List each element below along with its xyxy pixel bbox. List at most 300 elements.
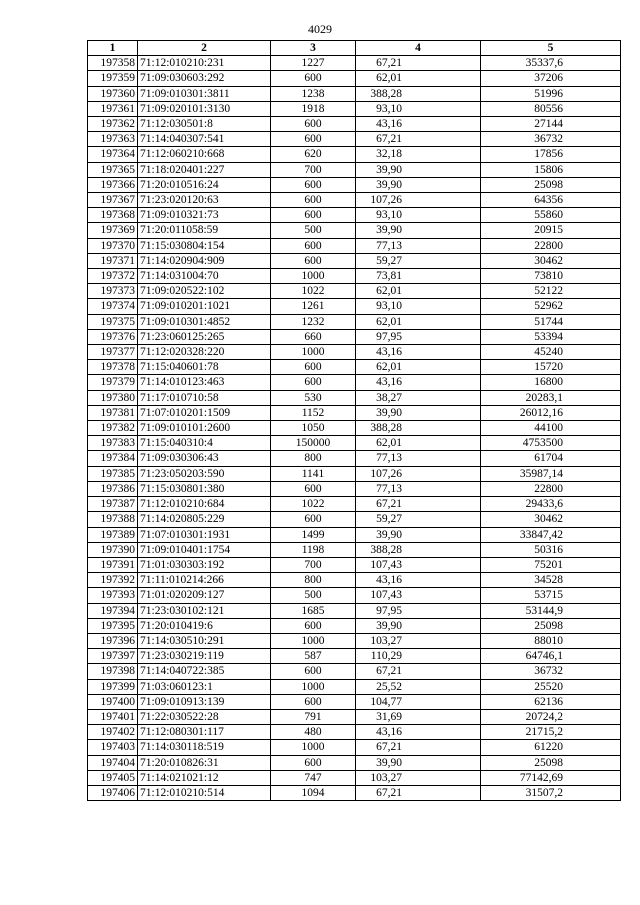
rate-value-cell: 97,95: [356, 603, 481, 618]
cadastral-number-cell: 71:23:020120:63: [138, 193, 271, 208]
cadastral-number-cell: 71:20:010516:24: [138, 177, 271, 192]
rate-value-cell: 39,90: [356, 618, 481, 633]
total-value-cell: 44100: [481, 421, 621, 436]
rate-value-cell: 388,28: [356, 421, 481, 436]
area-value-cell: 1685: [271, 603, 356, 618]
total-value-cell: 36732: [481, 664, 621, 679]
land-plots-table: [87, 40, 621, 801]
total-value-cell: 27144: [481, 117, 621, 132]
area-value-cell: 600: [271, 512, 356, 527]
row-number-cell: 197369: [88, 223, 138, 238]
rate-value-cell: 62,01: [356, 314, 481, 329]
cadastral-number-cell: 71:20:011058:59: [138, 223, 271, 238]
row-number-cell: 197387: [88, 497, 138, 512]
table-row: [88, 223, 621, 238]
area-value-cell: 800: [271, 451, 356, 466]
table-row: [88, 177, 621, 192]
area-value-cell: 600: [271, 177, 356, 192]
row-number-cell: 197390: [88, 542, 138, 557]
total-value-cell: 34528: [481, 573, 621, 588]
rate-value-cell: 25,52: [356, 679, 481, 694]
cadastral-number-cell: 71:23:030102:121: [138, 603, 271, 618]
row-number-cell: 197372: [88, 269, 138, 284]
total-value-cell: 64746,1: [481, 649, 621, 664]
cadastral-number-cell: 71:03:060123:1: [138, 679, 271, 694]
cadastral-number-cell: 71:18:020401:227: [138, 162, 271, 177]
total-value-cell: 80556: [481, 101, 621, 116]
table-row: [88, 117, 621, 132]
rate-value-cell: 67,21: [356, 132, 481, 147]
total-value-cell: 51744: [481, 314, 621, 329]
row-number-cell: 197403: [88, 740, 138, 755]
rate-value-cell: 43,16: [356, 375, 481, 390]
rate-value-cell: 77,13: [356, 451, 481, 466]
area-value-cell: 700: [271, 162, 356, 177]
rate-value-cell: 39,90: [356, 162, 481, 177]
area-value-cell: 150000: [271, 436, 356, 451]
total-value-cell: 64356: [481, 193, 621, 208]
rate-value-cell: 107,43: [356, 588, 481, 603]
table-row: [88, 101, 621, 116]
cadastral-number-cell: 71:09:020101:3130: [138, 101, 271, 116]
total-value-cell: 20915: [481, 223, 621, 238]
table-row: [88, 542, 621, 557]
rate-value-cell: 93,10: [356, 208, 481, 223]
total-value-cell: 15806: [481, 162, 621, 177]
area-value-cell: 500: [271, 588, 356, 603]
area-value-cell: 1232: [271, 314, 356, 329]
row-number-cell: 197362: [88, 117, 138, 132]
area-value-cell: 1000: [271, 345, 356, 360]
area-value-cell: 791: [271, 709, 356, 724]
cadastral-number-cell: 71:14:040307:541: [138, 132, 271, 147]
row-number-cell: 197402: [88, 725, 138, 740]
column-header-3: 3: [271, 41, 356, 56]
column-header-2: 2: [138, 41, 271, 56]
area-value-cell: 600: [271, 375, 356, 390]
table-row: [88, 770, 621, 785]
rate-value-cell: 39,90: [356, 223, 481, 238]
row-number-cell: 197391: [88, 557, 138, 572]
table-row: [88, 527, 621, 542]
table-header-row: [88, 41, 621, 56]
cadastral-number-cell: 71:09:010301:4852: [138, 314, 271, 329]
area-value-cell: 600: [271, 664, 356, 679]
area-value-cell: 1000: [271, 269, 356, 284]
area-value-cell: 1261: [271, 299, 356, 314]
row-number-cell: 197360: [88, 86, 138, 101]
column-header-4: 4: [356, 41, 481, 56]
cadastral-number-cell: 71:09:010913:139: [138, 694, 271, 709]
row-number-cell: 197363: [88, 132, 138, 147]
total-value-cell: 25098: [481, 618, 621, 633]
table-row: [88, 405, 621, 420]
row-number-cell: 197392: [88, 573, 138, 588]
total-value-cell: 52122: [481, 284, 621, 299]
area-value-cell: 600: [271, 481, 356, 496]
table-row: [88, 694, 621, 709]
total-value-cell: 62136: [481, 694, 621, 709]
rate-value-cell: 77,13: [356, 238, 481, 253]
rate-value-cell: 67,21: [356, 785, 481, 800]
row-number-cell: 197388: [88, 512, 138, 527]
total-value-cell: 22800: [481, 481, 621, 496]
total-value-cell: 77142,69: [481, 770, 621, 785]
table-row: [88, 512, 621, 527]
area-value-cell: 1000: [271, 633, 356, 648]
rate-value-cell: 43,16: [356, 725, 481, 740]
area-value-cell: 1918: [271, 101, 356, 116]
cadastral-number-cell: 71:14:021021:12: [138, 770, 271, 785]
row-number-cell: 197400: [88, 694, 138, 709]
table-row: [88, 649, 621, 664]
rate-value-cell: 67,21: [356, 664, 481, 679]
row-number-cell: 197397: [88, 649, 138, 664]
area-value-cell: 1227: [271, 56, 356, 71]
cadastral-number-cell: 71:20:010826:31: [138, 755, 271, 770]
rate-value-cell: 59,27: [356, 253, 481, 268]
cadastral-number-cell: 71:09:010401:1754: [138, 542, 271, 557]
rate-value-cell: 59,27: [356, 512, 481, 527]
cadastral-number-cell: 71:09:010321:73: [138, 208, 271, 223]
table-row: [88, 436, 621, 451]
column-header-5: 5: [481, 41, 621, 56]
rate-value-cell: 97,95: [356, 329, 481, 344]
rate-value-cell: 62,01: [356, 360, 481, 375]
row-number-cell: 197396: [88, 633, 138, 648]
table-row: [88, 497, 621, 512]
row-number-cell: 197385: [88, 466, 138, 481]
row-number-cell: 197389: [88, 527, 138, 542]
table-row: [88, 345, 621, 360]
cadastral-number-cell: 71:09:030306:43: [138, 451, 271, 466]
cadastral-number-cell: 71:12:010210:514: [138, 785, 271, 800]
rate-value-cell: 39,90: [356, 177, 481, 192]
rate-value-cell: 73,81: [356, 269, 481, 284]
rate-value-cell: 104,77: [356, 694, 481, 709]
total-value-cell: 29433,6: [481, 497, 621, 512]
table-row: [88, 557, 621, 572]
cadastral-number-cell: 71:01:020209:127: [138, 588, 271, 603]
total-value-cell: 20283,1: [481, 390, 621, 405]
area-value-cell: 700: [271, 557, 356, 572]
total-value-cell: 26012,16: [481, 405, 621, 420]
area-value-cell: 1050: [271, 421, 356, 436]
row-number-cell: 197370: [88, 238, 138, 253]
area-value-cell: 600: [271, 618, 356, 633]
total-value-cell: 20724,2: [481, 709, 621, 724]
cadastral-number-cell: 71:01:030303:192: [138, 557, 271, 572]
row-number-cell: 197394: [88, 603, 138, 618]
total-value-cell: 36732: [481, 132, 621, 147]
total-value-cell: 31507,2: [481, 785, 621, 800]
rate-value-cell: 62,01: [356, 284, 481, 299]
total-value-cell: 50316: [481, 542, 621, 557]
table-row: [88, 193, 621, 208]
total-value-cell: 61220: [481, 740, 621, 755]
row-number-cell: 197374: [88, 299, 138, 314]
rate-value-cell: 388,28: [356, 542, 481, 557]
cadastral-number-cell: 71:23:060125:265: [138, 329, 271, 344]
area-value-cell: 620: [271, 147, 356, 162]
row-number-cell: 197366: [88, 177, 138, 192]
total-value-cell: 33847,42: [481, 527, 621, 542]
cadastral-number-cell: 71:12:010210:231: [138, 56, 271, 71]
area-value-cell: 1022: [271, 284, 356, 299]
total-value-cell: 16800: [481, 375, 621, 390]
table-row: [88, 238, 621, 253]
area-value-cell: 1000: [271, 679, 356, 694]
area-value-cell: 600: [271, 238, 356, 253]
row-number-cell: 197358: [88, 56, 138, 71]
row-number-cell: 197398: [88, 664, 138, 679]
row-number-cell: 197405: [88, 770, 138, 785]
rate-value-cell: 107,43: [356, 557, 481, 572]
rate-value-cell: 103,27: [356, 770, 481, 785]
table-row: [88, 147, 621, 162]
rate-value-cell: 110,29: [356, 649, 481, 664]
table-row: [88, 740, 621, 755]
rate-value-cell: 38,27: [356, 390, 481, 405]
area-value-cell: 587: [271, 649, 356, 664]
area-value-cell: 600: [271, 694, 356, 709]
table-row: [88, 603, 621, 618]
row-number-cell: 197406: [88, 785, 138, 800]
row-number-cell: 197361: [88, 101, 138, 116]
cadastral-number-cell: 71:22:030522:28: [138, 709, 271, 724]
area-value-cell: 1141: [271, 466, 356, 481]
table-row: [88, 573, 621, 588]
cadastral-number-cell: 71:11:010214:266: [138, 573, 271, 588]
row-number-cell: 197368: [88, 208, 138, 223]
rate-value-cell: 62,01: [356, 71, 481, 86]
total-value-cell: 25098: [481, 755, 621, 770]
table-row: [88, 755, 621, 770]
total-value-cell: 21715,2: [481, 725, 621, 740]
cadastral-number-cell: 71:14:010123:463: [138, 375, 271, 390]
rate-value-cell: 43,16: [356, 117, 481, 132]
area-value-cell: 1022: [271, 497, 356, 512]
table-row: [88, 664, 621, 679]
table-row: [88, 725, 621, 740]
cadastral-number-cell: 71:09:010201:1021: [138, 299, 271, 314]
table-row: [88, 375, 621, 390]
total-value-cell: 53715: [481, 588, 621, 603]
row-number-cell: 197401: [88, 709, 138, 724]
cadastral-number-cell: 71:12:080301:117: [138, 725, 271, 740]
total-value-cell: 75201: [481, 557, 621, 572]
table-row: [88, 633, 621, 648]
table-row: [88, 56, 621, 71]
row-number-cell: 197376: [88, 329, 138, 344]
cadastral-number-cell: 71:12:010210:684: [138, 497, 271, 512]
table-row: [88, 253, 621, 268]
area-value-cell: 1198: [271, 542, 356, 557]
cadastral-number-cell: 71:14:020805:229: [138, 512, 271, 527]
cadastral-number-cell: 71:14:031004:70: [138, 269, 271, 284]
table-row: [88, 618, 621, 633]
area-value-cell: 747: [271, 770, 356, 785]
row-number-cell: 197378: [88, 360, 138, 375]
rate-value-cell: 39,90: [356, 755, 481, 770]
area-value-cell: 1000: [271, 740, 356, 755]
cadastral-number-cell: 71:12:060210:668: [138, 147, 271, 162]
row-number-cell: 197399: [88, 679, 138, 694]
total-value-cell: 45240: [481, 345, 621, 360]
cadastral-number-cell: 71:09:010301:3811: [138, 86, 271, 101]
row-number-cell: 197364: [88, 147, 138, 162]
cadastral-number-cell: 71:15:040601:78: [138, 360, 271, 375]
total-value-cell: 52962: [481, 299, 621, 314]
table-body: [88, 56, 621, 801]
cadastral-number-cell: 71:14:030118:519: [138, 740, 271, 755]
area-value-cell: 1094: [271, 785, 356, 800]
cadastral-number-cell: 71:12:020328:220: [138, 345, 271, 360]
rate-value-cell: 388,28: [356, 86, 481, 101]
cadastral-number-cell: 71:17:010710:58: [138, 390, 271, 405]
table-row: [88, 208, 621, 223]
cadastral-number-cell: 71:15:030804:154: [138, 238, 271, 253]
table-row: [88, 709, 621, 724]
area-value-cell: 600: [271, 253, 356, 268]
cadastral-number-cell: 71:23:050203:590: [138, 466, 271, 481]
total-value-cell: 4753500: [481, 436, 621, 451]
total-value-cell: 37206: [481, 71, 621, 86]
total-value-cell: 35337,6: [481, 56, 621, 71]
table-row: [88, 284, 621, 299]
total-value-cell: 17856: [481, 147, 621, 162]
rate-value-cell: 62,01: [356, 436, 481, 451]
column-header-1: 1: [88, 41, 138, 56]
rate-value-cell: 93,10: [356, 299, 481, 314]
rate-value-cell: 67,21: [356, 740, 481, 755]
cadastral-number-cell: 71:23:030219:119: [138, 649, 271, 664]
cadastral-number-cell: 71:14:030510:291: [138, 633, 271, 648]
row-number-cell: 197373: [88, 284, 138, 299]
cadastral-number-cell: 71:09:020522:102: [138, 284, 271, 299]
total-value-cell: 30462: [481, 253, 621, 268]
row-number-cell: 197359: [88, 71, 138, 86]
table-row: [88, 451, 621, 466]
row-number-cell: 197365: [88, 162, 138, 177]
total-value-cell: 25098: [481, 177, 621, 192]
table-row: [88, 299, 621, 314]
row-number-cell: 197380: [88, 390, 138, 405]
table-row: [88, 360, 621, 375]
table-row: [88, 785, 621, 800]
rate-value-cell: 43,16: [356, 345, 481, 360]
table-row: [88, 269, 621, 284]
table-row: [88, 679, 621, 694]
table-row: [88, 314, 621, 329]
total-value-cell: 51996: [481, 86, 621, 101]
area-value-cell: 800: [271, 573, 356, 588]
area-value-cell: 1152: [271, 405, 356, 420]
rate-value-cell: 67,21: [356, 497, 481, 512]
rate-value-cell: 107,26: [356, 193, 481, 208]
cadastral-number-cell: 71:14:020904:909: [138, 253, 271, 268]
area-value-cell: 600: [271, 755, 356, 770]
row-number-cell: 197383: [88, 436, 138, 451]
total-value-cell: 30462: [481, 512, 621, 527]
total-value-cell: 15720: [481, 360, 621, 375]
total-value-cell: 61704: [481, 451, 621, 466]
table-row: [88, 466, 621, 481]
area-value-cell: 500: [271, 223, 356, 238]
cadastral-number-cell: 71:15:040310:4: [138, 436, 271, 451]
area-value-cell: 1499: [271, 527, 356, 542]
area-value-cell: 600: [271, 360, 356, 375]
table-row: [88, 71, 621, 86]
row-number-cell: 197393: [88, 588, 138, 603]
area-value-cell: 600: [271, 71, 356, 86]
row-number-cell: 197375: [88, 314, 138, 329]
total-value-cell: 88010: [481, 633, 621, 648]
rate-value-cell: 39,90: [356, 527, 481, 542]
row-number-cell: 197384: [88, 451, 138, 466]
total-value-cell: 35987,14: [481, 466, 621, 481]
table-row: [88, 86, 621, 101]
cadastral-number-cell: 71:09:030603:292: [138, 71, 271, 86]
total-value-cell: 73810: [481, 269, 621, 284]
table-row: [88, 481, 621, 496]
rate-value-cell: 32,18: [356, 147, 481, 162]
rate-value-cell: 67,21: [356, 56, 481, 71]
row-number-cell: 197404: [88, 755, 138, 770]
area-value-cell: 480: [271, 725, 356, 740]
cadastral-number-cell: 71:09:010101:2600: [138, 421, 271, 436]
table-row: [88, 132, 621, 147]
rate-value-cell: 93,10: [356, 101, 481, 116]
row-number-cell: 197386: [88, 481, 138, 496]
table-row: [88, 162, 621, 177]
area-value-cell: 600: [271, 193, 356, 208]
row-number-cell: 197367: [88, 193, 138, 208]
rate-value-cell: 31,69: [356, 709, 481, 724]
total-value-cell: 53144,9: [481, 603, 621, 618]
table-row: [88, 390, 621, 405]
page-number: 4029: [308, 22, 332, 36]
cadastral-number-cell: 71:12:030501:8: [138, 117, 271, 132]
total-value-cell: 25520: [481, 679, 621, 694]
area-value-cell: 1238: [271, 86, 356, 101]
area-value-cell: 600: [271, 132, 356, 147]
total-value-cell: 55860: [481, 208, 621, 223]
row-number-cell: 197379: [88, 375, 138, 390]
row-number-cell: 197371: [88, 253, 138, 268]
cadastral-number-cell: 71:07:010201:1509: [138, 405, 271, 420]
rate-value-cell: 39,90: [356, 405, 481, 420]
rate-value-cell: 107,26: [356, 466, 481, 481]
rate-value-cell: 77,13: [356, 481, 481, 496]
area-value-cell: 530: [271, 390, 356, 405]
row-number-cell: 197377: [88, 345, 138, 360]
cadastral-number-cell: 71:07:010301:1931: [138, 527, 271, 542]
cadastral-number-cell: 71:14:040722:385: [138, 664, 271, 679]
row-number-cell: 197381: [88, 405, 138, 420]
area-value-cell: 660: [271, 329, 356, 344]
rate-value-cell: 43,16: [356, 573, 481, 588]
cadastral-number-cell: 71:20:010419:6: [138, 618, 271, 633]
table-row: [88, 329, 621, 344]
area-value-cell: 600: [271, 117, 356, 132]
area-value-cell: 600: [271, 208, 356, 223]
table-row: [88, 588, 621, 603]
total-value-cell: 22800: [481, 238, 621, 253]
cadastral-number-cell: 71:15:030801:380: [138, 481, 271, 496]
total-value-cell: 53394: [481, 329, 621, 344]
rate-value-cell: 103,27: [356, 633, 481, 648]
